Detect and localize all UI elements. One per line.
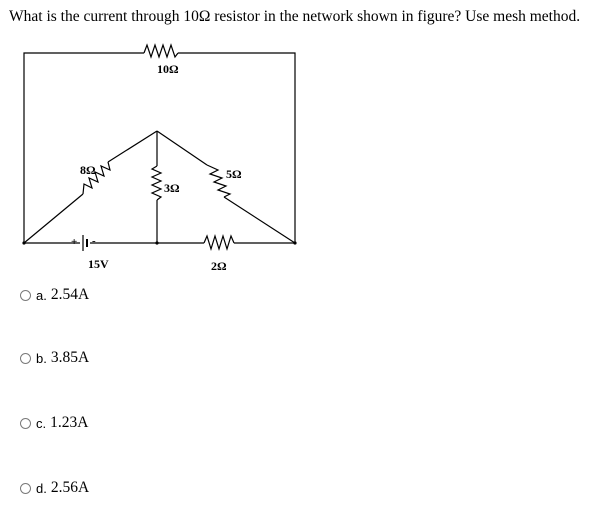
question-text: What is the current through 10Ω resistor in the network shown in figure? Use mesh method. [9, 8, 581, 25]
top-wire [24, 53, 144, 243]
junction-node [155, 241, 158, 244]
resistor-10-label: 10Ω [157, 62, 179, 76]
option-d-letter: d. [36, 480, 47, 496]
option-b-radio[interactable] [20, 353, 31, 364]
battery-minus-sign: - [92, 235, 96, 247]
option-d-radio[interactable] [20, 483, 31, 494]
option-c-radio[interactable] [20, 418, 31, 429]
resistor-3-label: 3Ω [164, 181, 180, 195]
left-diagonal-wire-upper [108, 131, 157, 162]
option-c[interactable] [20, 413, 88, 433]
option-b-value: 3.85A [50, 349, 90, 366]
junction-node [22, 241, 25, 244]
resistor-10-symbol [144, 45, 178, 57]
option-c-value: 1.23A [50, 414, 89, 431]
option-b-letter: b. [36, 350, 47, 366]
resistor-2-symbol [204, 236, 234, 249]
resistor-8-label: 8Ω [80, 163, 96, 177]
resistor-5-label: 5Ω [226, 167, 242, 181]
battery-plus-sign: + [71, 236, 78, 248]
option-a-letter: a. [36, 287, 47, 303]
junction-node [293, 241, 296, 244]
option-d-value: 2.56A [50, 479, 90, 496]
right-diagonal-wire-lower [224, 197, 295, 243]
option-a-radio[interactable] [20, 290, 31, 301]
option-a[interactable] [20, 285, 89, 305]
option-b[interactable] [20, 348, 89, 368]
battery-voltage-label: 15V [88, 257, 109, 271]
resistor-3-symbol [152, 166, 161, 200]
option-d[interactable] [20, 478, 89, 498]
right-diagonal-wire-upper [157, 131, 207, 165]
option-c-letter: c. [36, 415, 47, 431]
resistor-2-label: 2Ω [211, 259, 227, 273]
top-right-wire [178, 53, 295, 243]
option-a-value: 2.54A [50, 286, 90, 303]
